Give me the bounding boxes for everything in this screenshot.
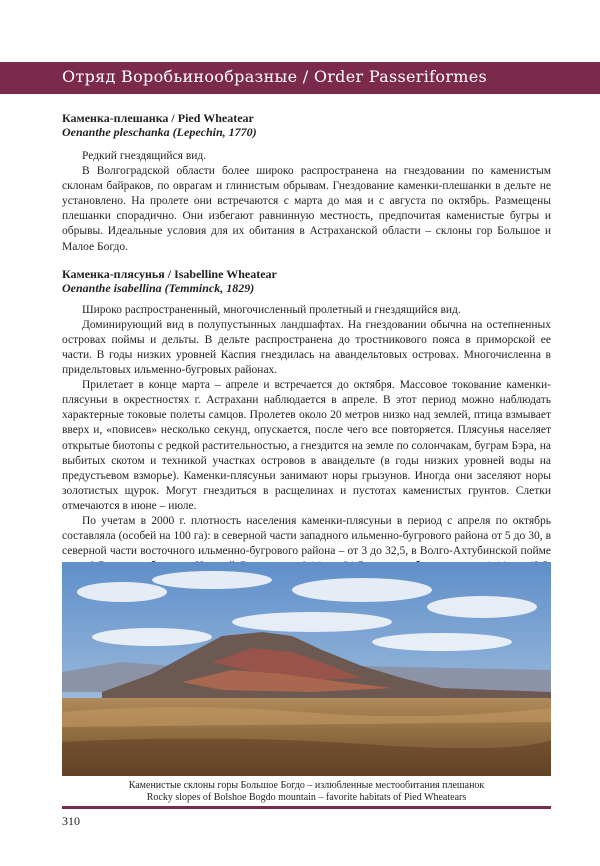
mountain-landscape-image <box>62 562 551 776</box>
photo-caption <box>62 780 551 804</box>
species-latin-name: Oenanthe pleschanka (Lepechin, 1770) <box>62 125 257 139</box>
paragraph: В Волгоградской области более широко распространена на гнездовании по каменистым склонам байраков, по оврагам и глинистым обрывам. Гнездование каменки-плешанки в дельте не установлено. На пролете они встречаются с марта до мая и с августа по октябрь. Размещены плешанки спорадично. Они избегают равнинную местность, предпочитая каменистые бугры и обрывы. Идеальные условия для их обитания в Астраханской области – склоны гор Большое и Малое Богдо. <box>62 165 551 253</box>
paragraph: Доминирующий вид в полупустынных ландшафтах. На гнездовании обычна на остепненных островах поймы и дельты. В дельте распространена до тростникового пояса в приморской ее части. В годы низких уровней Каспия гнездилась на авандельтовых островах. Многочисленна в придельтовых ильменно-бугровых районах. <box>62 318 551 377</box>
species-latin-name: Oenanthe isabellina (Temminck, 1829) <box>62 280 255 295</box>
paragraph: По учетам в 2000 г. плотность населения каменки-плясуньи в период с апреля по октябрь составляла (особей на 100 га): в северной части западного ильменно-бугрового района от 5 до 30, в северной части восточного ильменно-бугрового района – от 3 до 32,5, в Волго-Ахтубинской пойме <box>62 514 551 558</box>
caption-russian: Каменистые склоны горы Большое Богдо – излюбленные местообитания плешанок <box>128 780 485 791</box>
chapter-title: Отряд Воробьинообразные / Order Passeriformes <box>62 67 488 86</box>
footer-rule <box>62 806 551 809</box>
species-section-pied-wheatear <box>62 111 551 255</box>
paragraph: Широко распространенный, многочисленный пролетный и гнездящийся вид. <box>82 303 461 316</box>
caption-english: Rocky slopes of Bolshoe Bogdo mountain – favorite habitats of Pied Wheatears <box>146 792 467 803</box>
paragraph: Прилетает в конце марта – апреле и встречается до октября. Массовое токование каменки-плясуньи в окрестностях г. Астрахани наблюдается в апреле. В этот период можно наблюдать характерные токовые полеты самцов. Пролетев около 20 метров низко над землей, птица взмывает вверх и, «повисев» несколько секунд, опускается, после чего все повторяется. Плясунья населяет открытые биотопы с редкой растительностью, а гнездится на земле по солончакам, буграм Бэра, на выбитых скотом и техникой участках островов в авандельте (в годы низких уровней воды на предустьевом взморье). Каменки-плясуньи занимают норы грызунов. Иногда они заселяют норы золотистых щурок. Могут гнездиться в расщелинах и пустотах каменистых грунтов. Слетки отмечаются в июне – июле. <box>62 379 551 512</box>
species-title: Каменка-плясунья / Isabelline Wheatear <box>62 266 277 281</box>
article-body <box>62 111 551 605</box>
species-title: Каменка-плешанка / Pied Wheatear <box>62 111 254 125</box>
species-section-isabelline-wheatear <box>62 267 551 605</box>
landscape-photo <box>62 562 551 776</box>
paragraph: Редкий гнездящийся вид. <box>82 150 207 162</box>
page-number: 310 <box>62 814 80 828</box>
